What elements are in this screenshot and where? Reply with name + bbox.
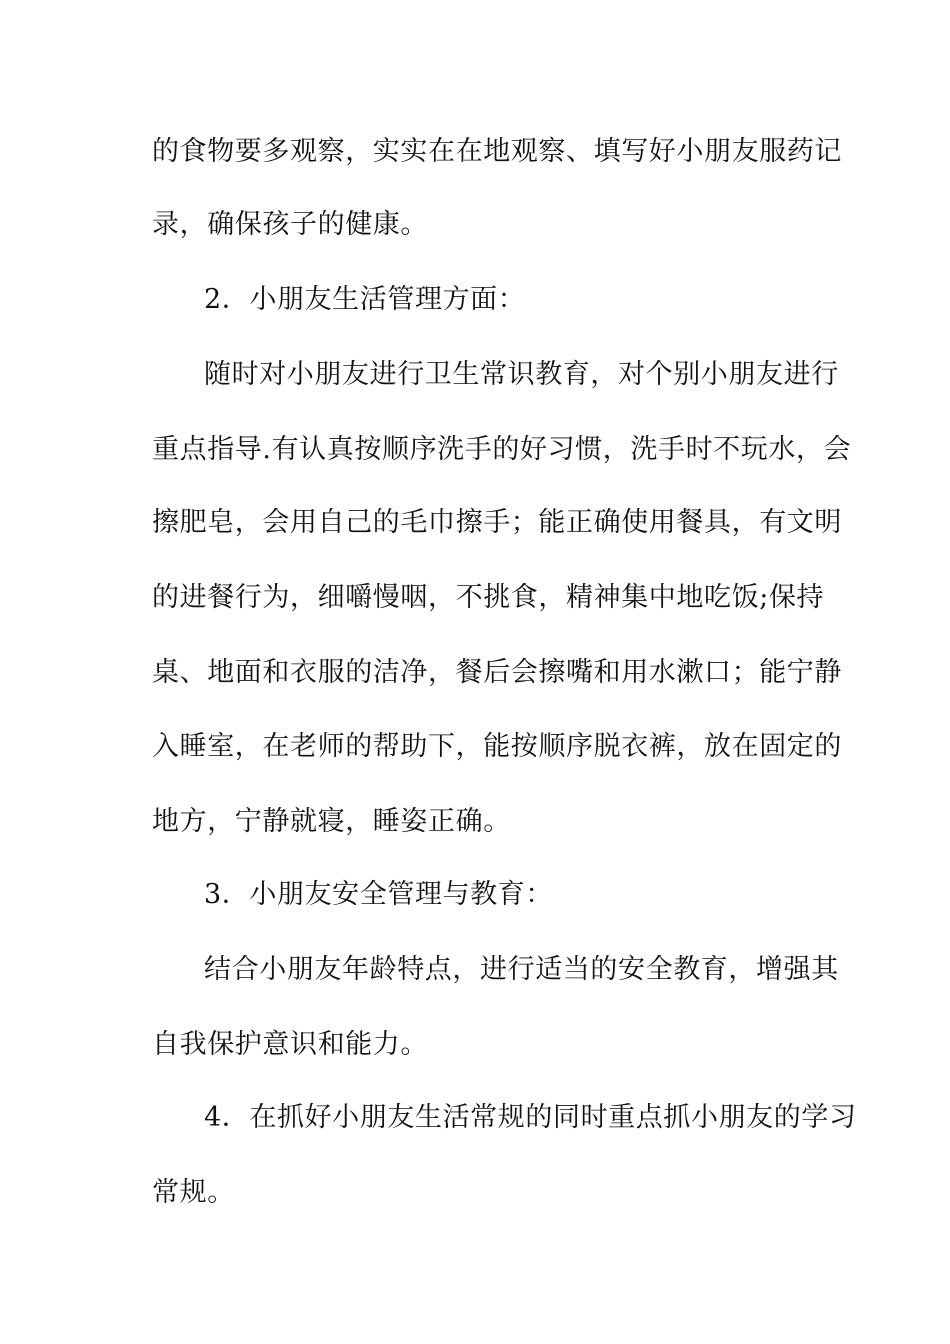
body-text-line: 结合小朋友年龄特点，进行适当的安全教育，增强其 [204, 954, 839, 985]
body-text-line: 常规。 [152, 1177, 235, 1208]
body-text-line: 重点指导.有认真按顺序洗手的好习惯，洗手时不玩水，会 [152, 434, 852, 465]
section-heading-4: 4．在抓好小朋友生活常规的同时重点抓小朋友的学习 [204, 1102, 857, 1133]
body-text-line: 录，确保孩子的健康。 [152, 209, 428, 240]
body-text-line: 入睡室，在老师的帮助下，能按顺序脱衣裤，放在固定的 [152, 731, 842, 762]
body-text-line: 的食物要多观察，实实在在地观察、填写好小朋友服药记 [152, 136, 842, 167]
body-text-line: 地方，宁静就寝，睡姿正确。 [152, 806, 511, 837]
section-heading-3: 3．小朋友安全管理与教育： [204, 879, 553, 910]
section-heading-2: 2．小朋友生活管理方面： [204, 284, 526, 315]
body-text-line: 桌、地面和衣服的洁净，餐后会擦嘴和用水漱口；能宁静 [152, 657, 842, 688]
body-text-line: 随时对小朋友进行卫生常识教育，对个别小朋友进行 [204, 359, 839, 390]
body-text-line: 的进餐行为，细嚼慢咽，不挑食，精神集中地吃饭;保持 [152, 582, 825, 613]
body-text-line: 自我保护意识和能力。 [152, 1029, 428, 1060]
body-text-line: 擦肥皂，会用自己的毛巾擦手；能正确使用餐具，有文明 [152, 507, 842, 538]
